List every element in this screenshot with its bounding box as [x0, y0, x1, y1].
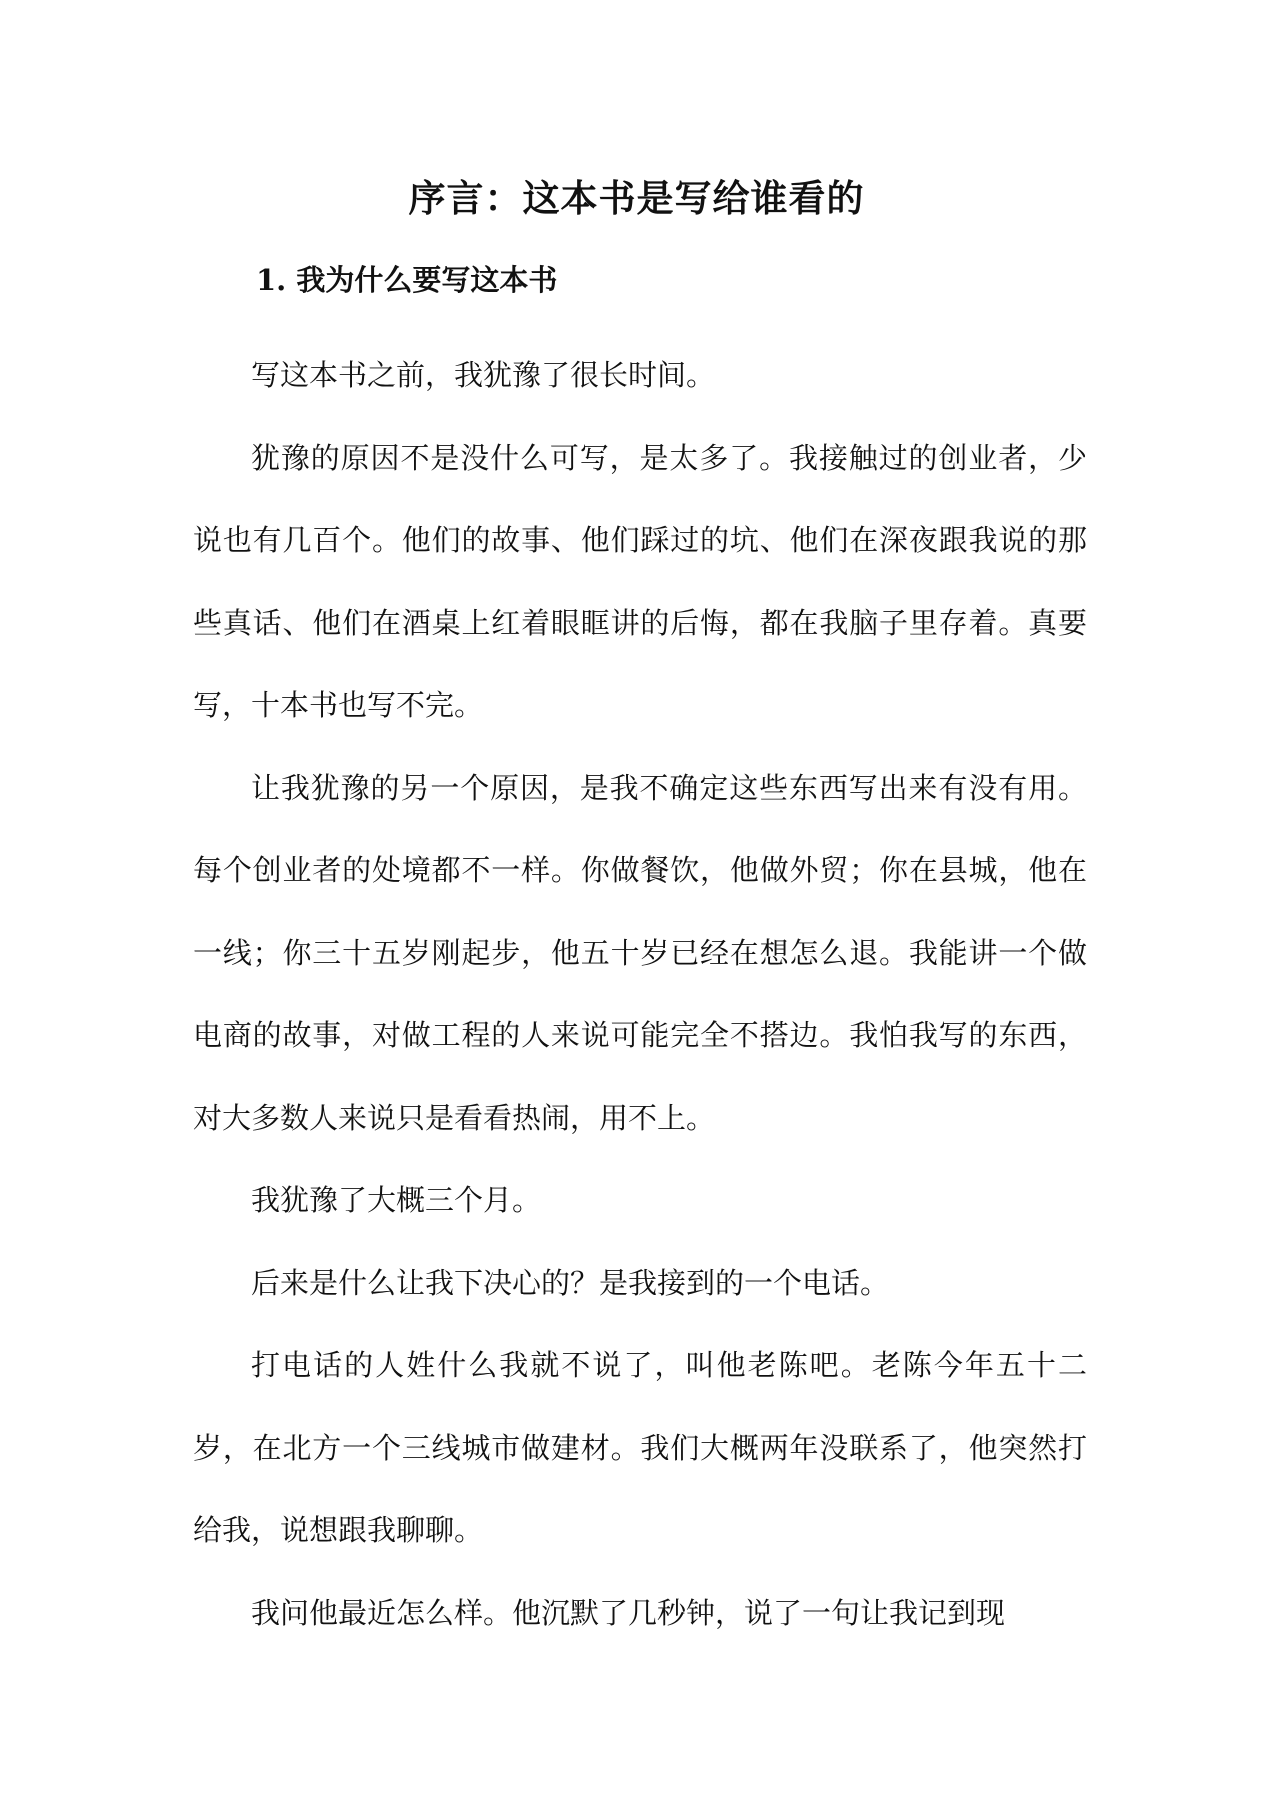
paragraph: 打电话的人姓什么我就不说了，叫他老陈吧。老陈今年五十二岁，在北方一个三线城市做建材。我们大概两年没联系了，他突然打给我，说想跟我聊聊。 — [193, 1348, 1087, 1547]
paragraph: 犹豫的原因不是没什么可写，是太多了。我接触过的创业者，少说也有几百个。他们的故事、他们踩过的坑、他们在深夜跟我说的那些真话、他们在酒桌上红着眼眶讲的后悔，都在我脑子里存着。真要写，十本书也写不完。 — [193, 440, 1087, 722]
section-heading: 1. 我为什么要写这本书 — [256, 263, 558, 297]
paragraph: 写这本书之前，我犹豫了很长时间。 — [251, 358, 716, 392]
paragraph: 我问他最近怎么样。他沉默了几秒钟，说了一句让我记到现 — [251, 1595, 1006, 1630]
paragraph: 让我犹豫的另一个原因，是我不确定这些东西写出来有没有用。每个创业者的处境都不一样。你做餐饮，他做外贸；你在县城，他在一线；你三十五岁刚起步，他五十岁已经在想怎么退。我能讲一个做电商的故事，对做工程的人来说可能完全不搭边。我怕我写的东西，对大多数人来说只是看看热闹，用不上。 — [193, 770, 1087, 1135]
paragraph: 后来是什么让我下决心的？是我接到的一个电话。 — [251, 1265, 890, 1300]
page-title: 序言：这本书是写给谁看的 — [408, 176, 865, 220]
body-text — [193, 334, 1087, 1654]
paragraph: 我犹豫了大概三个月。 — [251, 1183, 542, 1217]
